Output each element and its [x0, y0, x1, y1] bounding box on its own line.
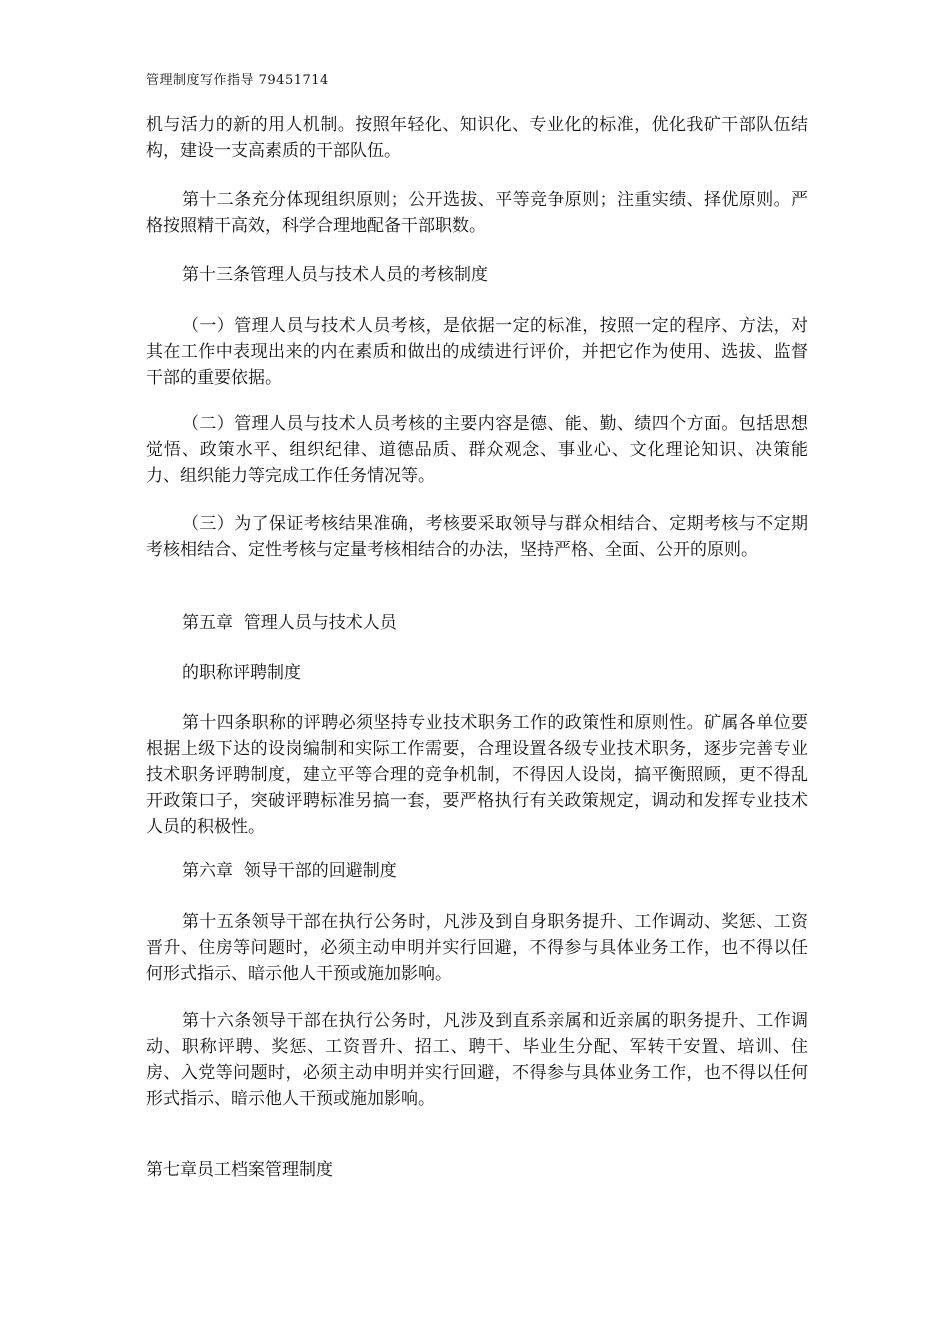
paragraph-article-13-item-1: （一）管理人员与技术人员考核，是依据一定的标准，按照一定的程序、方法，对其在工作中表现出来的内在素质和做出的成绩进行评价，并把它作为使用、选拔、监督干部的重要依据。	[146, 316, 808, 388]
paragraph-article-14: 第十四条职称的评聘必须坚持专业技术职务工作的政策性和原则性。矿属各单位要根据上级下达的设岗编制和实际工作需要，合理设置各级专业技术职务，逐步完善专业技术职务评聘制度，建立平等合理的竞争机制，不得因人设岗，搞平衡照顾，更不得乱开政策口子，突破评聘标准另搞一套，要严格执行有关政策规定，调动和发挥专业技术人员的积极性。	[146, 713, 808, 837]
page-header: 管理制度写作指导 79451714	[146, 73, 329, 88]
paragraph-intro-continuation: 机与活力的新的用人机制。按照年轻化、知识化、专业化的标准，优化我矿干部队伍结构，建设一支高素质的干部队伍。	[146, 115, 808, 161]
paragraph-article-13-item-2: （二）管理人员与技术人员考核的主要内容是德、能、勤、绩四个方面。包括思想觉悟、政策水平、组织纪律、道德品质、群众观念、事业心、文化理论知识、决策能力、组织能力等完成工作任务情况等。	[146, 414, 808, 486]
section-heading-article-13: 第十三条管理人员与技术人员的考核制度	[182, 265, 488, 285]
chapter-6-heading: 第六章 领导干部的回避制度	[182, 861, 397, 881]
paragraph-article-15: 第十五条领导干部在执行公务时，凡涉及到自身职务提升、工作调动、奖惩、工资晋升、住房等问题时，必须主动申明并实行回避，不得参与具体业务工作，也不得以任何形式指示、暗示他人干预或施加影响。	[146, 912, 808, 984]
chapter-7-heading: 第七章员工档案管理制度	[146, 1160, 333, 1180]
paragraph-article-12: 第十二条充分体现组织原则；公开选拔、平等竞争原则；注重实绩、择优原则。严格按照精干高效，科学合理地配备干部职数。	[146, 190, 808, 236]
chapter-5-heading: 第五章 管理人员与技术人员	[182, 613, 397, 633]
chapter-5-heading-continuation: 的职称评聘制度	[182, 663, 301, 683]
paragraph-article-16: 第十六条领导干部在执行公务时，凡涉及到直系亲属和近亲属的职务提升、工作调动、职称评聘、奖惩、工资晋升、招工、聘干、毕业生分配、军转干安置、培训、住房、入党等问题时，必须主动申明并实行回避，不得参与具体业务工作，也不得以任何形式指示、暗示他人干预或施加影响。	[146, 1011, 808, 1109]
paragraph-article-13-item-3: （三）为了保证考核结果准确，考核要采取领导与群众相结合、定期考核与不定期考核相结合、定性考核与定量考核相结合的办法，坚持严格、全面、公开的原则。	[146, 514, 808, 560]
